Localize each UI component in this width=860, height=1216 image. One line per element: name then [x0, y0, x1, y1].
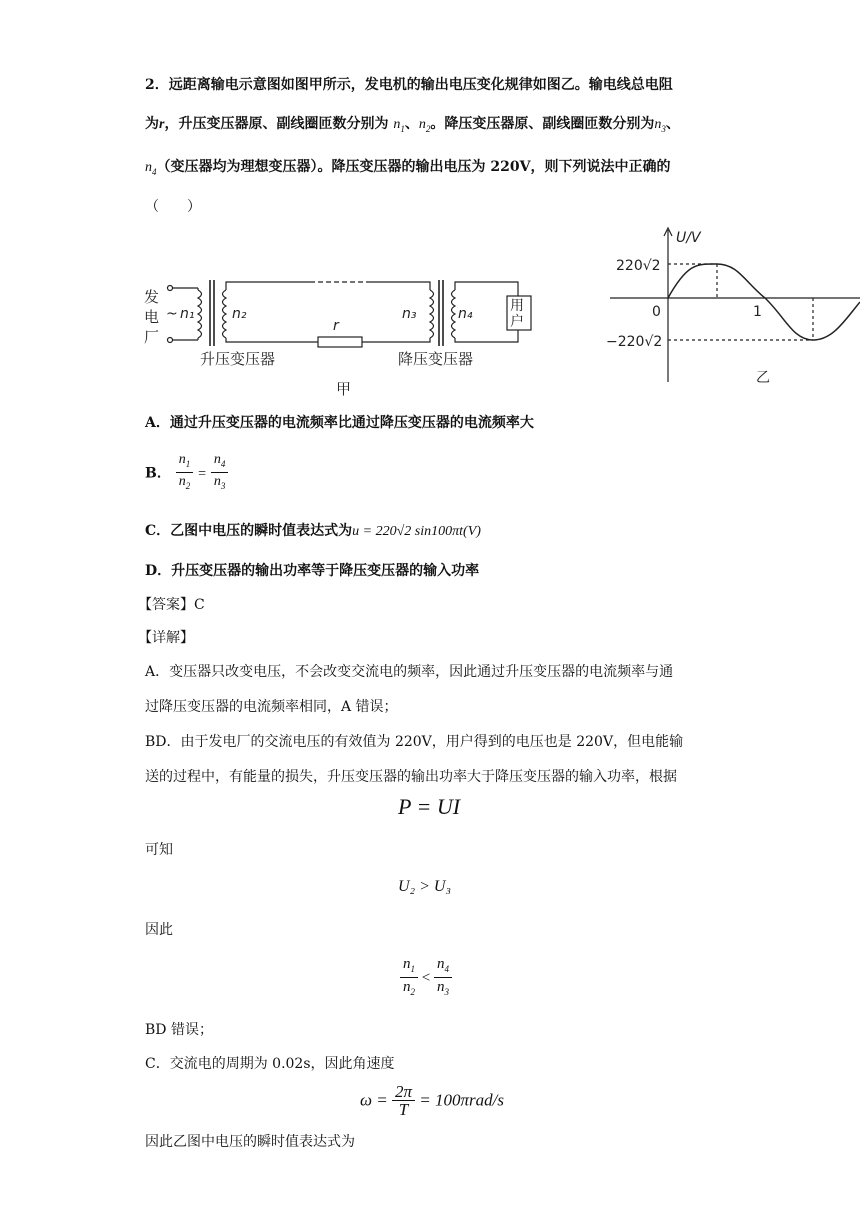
ymin-label: −220√2 — [606, 334, 663, 350]
terminal-bottom — [168, 338, 173, 343]
coil-n4 — [452, 290, 456, 338]
ymax-label: 220√2 — [616, 258, 661, 274]
fraction-n1-n2-b: $\frac{n_1}{n_2}$ — [400, 956, 418, 1001]
terminal-top — [168, 286, 173, 291]
analysis-a-line1: A．变压器只改变电压，不会改变交流电的频率，因此通过升压变压器的电流频率与通 — [145, 664, 674, 680]
plant-label-2: 电 — [144, 308, 160, 326]
figure-yi-graph — [600, 222, 860, 392]
ac-symbol: ~ — [166, 306, 178, 322]
question-line-3: $n_4$（变压器均为理想变压器）。降压变压器的输出电压为 220V，则下列说法中正确的 — [145, 159, 671, 177]
option-c: C．乙图中电压的瞬时值表达式为u = 220√2 sin100πt(V) — [145, 523, 481, 539]
question-line-2: 为r，升压变压器原、副线圈匝数分别为 $n_1$、$n_2$。降压变压器原、副线圈匝数分别为$n_3$、 — [145, 116, 680, 134]
formula-omega: ω = $\frac{2\pi}{T}$ = 100πrad/s — [360, 1082, 504, 1119]
text-bd-wrong: BD 错误； — [145, 1022, 213, 1038]
text-kezhi: 可知 — [145, 842, 173, 858]
coil-n3 — [430, 290, 434, 338]
line-wire-right — [362, 282, 430, 342]
question-line-1: 2．远距离输电示意图如图甲所示，发电机的输出电压变化规律如图乙。输电线总电阻 — [145, 77, 673, 93]
label-n3: n₃ — [402, 306, 417, 322]
analysis-c-line2: 因此乙图中电压的瞬时值表达式为 — [145, 1134, 355, 1150]
y-axis-label: U/V — [676, 230, 701, 246]
fraction-n4-n3-b: $\frac{n_4}{n_3}$ — [434, 956, 452, 1001]
analysis-bd-line1: BD．由于发电厂的交流电压的有效值为 220V，用户得到的电压也是 220V，但电能输 — [145, 734, 684, 750]
formula-p-ui: P = UI — [398, 794, 461, 819]
caption-yi: 乙 — [756, 370, 770, 386]
resistor-r — [318, 337, 362, 347]
fraction-n1-n2: $\frac{n_1}{n_2}$ — [176, 452, 194, 495]
answer-blank: （ ） — [145, 199, 201, 215]
analysis-label: 【详解】 — [138, 630, 194, 646]
plant-label-1: 发 — [144, 288, 160, 306]
label-n4: n₄ — [458, 306, 473, 322]
answer: 【答案】C — [138, 597, 205, 613]
formula-u2-u3: U₂ > U₃ — [398, 878, 452, 895]
figure-jia-circuit — [140, 268, 540, 400]
user-label-1: 用 — [510, 298, 524, 314]
option-d: D．升压变压器的输出功率等于降压变压器的输入功率 — [145, 563, 480, 579]
coil-n2 — [223, 290, 227, 338]
option-b: B． $\frac{n_1}{n_2}$ = $\frac{n_4}{n_3}$ — [145, 452, 228, 495]
origin-label: 0 — [652, 304, 661, 320]
analysis-bd-line2: 送的过程中，有能量的损失，升压变压器的输出功率大于降压变压器的输入功率，根据 — [145, 769, 677, 785]
fraction-2pi-t: $\frac{2\pi}{T}$ — [392, 1084, 415, 1119]
step-down-label: 降压变压器 — [398, 350, 474, 368]
caption-jia: 甲 — [336, 380, 352, 398]
text-yinci: 因此 — [145, 922, 173, 938]
coil-n1 — [198, 290, 202, 338]
option-a: A．通过升压变压器的电流频率比通过降压变压器的电流频率大 — [145, 415, 534, 431]
analysis-a-line2: 过降压变压器的电流频率相同，A 错误； — [145, 699, 398, 715]
label-r: r — [333, 318, 339, 334]
step-up-label: 升压变压器 — [200, 350, 276, 368]
label-n2: n₂ — [232, 306, 247, 322]
plant-label-3: 厂 — [144, 328, 160, 346]
analysis-c-line1: C．交流电的周期为 0.02s，因此角速度 — [145, 1056, 395, 1072]
user-label-2: 户 — [510, 314, 524, 330]
formula-ratio-inequality: $\frac{n_1}{n_2}$ < $\frac{n_4}{n_3}$ — [400, 956, 452, 1001]
fraction-n4-n3: $\frac{n_4}{n_3}$ — [211, 452, 229, 495]
label-n1: n₁ — [180, 306, 195, 322]
x-tick-label: 1 — [753, 304, 762, 320]
sine-curve — [668, 264, 860, 340]
